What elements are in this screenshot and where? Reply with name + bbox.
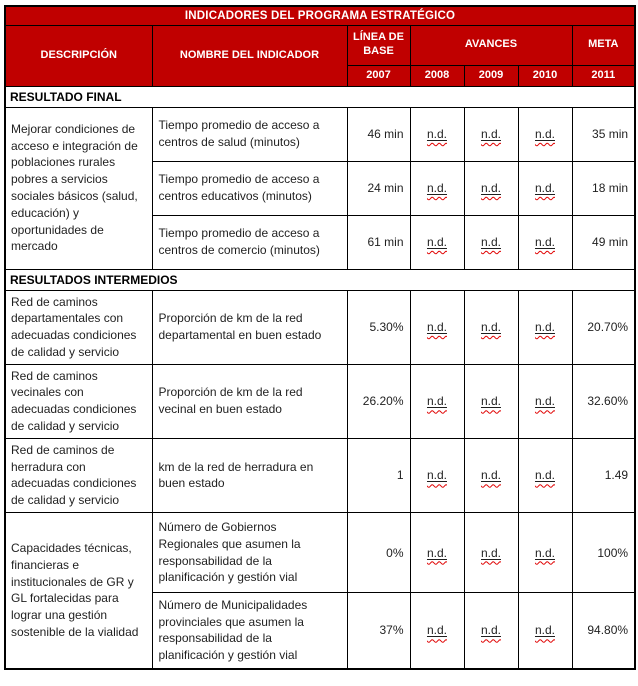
header-nombre-indicador: NOMBRE DEL INDICADOR — [152, 25, 347, 86]
nd-text: n.d. — [534, 623, 555, 638]
base-value-cell: 26.20% — [347, 364, 410, 438]
meta-value-cell: 49 min — [572, 215, 635, 269]
header-year-2011: 2011 — [572, 65, 635, 86]
section-header-resultado-final: RESULTADO FINAL — [5, 86, 635, 107]
avance-2008-cell — [410, 438, 464, 512]
header-avances: AVANCES — [410, 25, 572, 65]
nd-text: n.d. — [534, 235, 555, 249]
avance-2008-cell — [410, 290, 464, 364]
nd-text: n.d. — [480, 545, 501, 560]
avance-2009-cell — [464, 290, 518, 364]
indicator-cell: Tiempo promedio de acceso a centros de salud (minutos) — [152, 107, 347, 161]
nd-value — [427, 181, 447, 195]
description-cell: Capacidades técnicas, financieras e institucionales de GR y GL fortalecidas para lograr una gestión sostenible de la vialidad — [5, 513, 152, 669]
nd-value — [427, 468, 447, 482]
avance-2010-cell — [518, 438, 572, 512]
description-cell: Mejorar condiciones de acceso e integración de poblaciones rurales pobres a servicios sociales básicos (salud, educación) y oportunidades de mercado — [5, 107, 152, 269]
nd-value — [427, 127, 447, 141]
avance-2010-cell — [518, 364, 572, 438]
title-row — [5, 6, 635, 25]
nd-text: n.d. — [534, 545, 555, 560]
table-row — [5, 513, 635, 593]
header-descripcion: DESCRIPCIÓN — [5, 25, 152, 86]
header-row-1 — [5, 25, 635, 65]
avance-2008-cell — [410, 215, 464, 269]
avance-2010-cell — [518, 290, 572, 364]
indicator-cell: Tiempo promedio de acceso a centros educativos (minutos) — [152, 161, 347, 215]
meta-value-cell: 20.70% — [572, 290, 635, 364]
indicator-cell: Número de Gobiernos Regionales que asumen la responsabilidad de la planificación y gestión vial — [152, 513, 347, 593]
header-linea-de-base: LÍNEA DE BASE — [347, 25, 410, 65]
base-value-cell: 0% — [347, 513, 410, 593]
indicator-cell: Tiempo promedio de acceso a centros de comercio (minutos) — [152, 215, 347, 269]
indicators-table — [4, 5, 636, 670]
base-value-cell: 61 min — [347, 215, 410, 269]
nd-value — [481, 320, 501, 334]
nd-text: n.d. — [426, 235, 447, 249]
nd-text: n.d. — [426, 468, 447, 483]
nd-value — [427, 394, 447, 408]
avance-2008-cell — [410, 161, 464, 215]
nd-value — [481, 127, 501, 141]
nd-value — [481, 623, 501, 637]
table-row — [5, 364, 635, 438]
nd-text: n.d. — [480, 320, 501, 335]
avance-2009-cell — [464, 215, 518, 269]
indicator-cell: Proporción de km de la red departamental en buen estado — [152, 290, 347, 364]
header-meta: META — [572, 25, 635, 65]
nd-value — [535, 394, 555, 408]
nd-value — [481, 394, 501, 408]
nd-text: n.d. — [534, 468, 555, 483]
avance-2009-cell — [464, 438, 518, 512]
meta-value-cell: 100% — [572, 513, 635, 593]
nd-value — [535, 546, 555, 560]
indicator-cell: km de la red de herradura en buen estado — [152, 438, 347, 512]
nd-value — [481, 468, 501, 482]
avance-2008-cell — [410, 107, 464, 161]
meta-value-cell: 35 min — [572, 107, 635, 161]
nd-value — [535, 127, 555, 141]
nd-text: n.d. — [480, 623, 501, 638]
nd-text: n.d. — [534, 181, 555, 195]
nd-text: n.d. — [534, 394, 555, 409]
indicator-cell: Proporción de km de la red vecinal en buen estado — [152, 364, 347, 438]
base-value-cell: 46 min — [347, 107, 410, 161]
avance-2009-cell — [464, 107, 518, 161]
nd-text: n.d. — [426, 127, 447, 141]
base-value-cell: 24 min — [347, 161, 410, 215]
nd-text: n.d. — [480, 394, 501, 409]
avance-2008-cell — [410, 364, 464, 438]
nd-value — [481, 546, 501, 560]
nd-text: n.d. — [426, 181, 447, 195]
avance-2008-cell — [410, 593, 464, 669]
nd-value — [535, 181, 555, 195]
nd-text: n.d. — [534, 320, 555, 335]
nd-value — [535, 623, 555, 637]
nd-text: n.d. — [480, 181, 501, 195]
avance-2009-cell — [464, 161, 518, 215]
nd-text: n.d. — [480, 468, 501, 483]
nd-value — [481, 235, 501, 249]
header-year-2008: 2008 — [410, 65, 464, 86]
nd-text: n.d. — [426, 545, 447, 560]
avance-2010-cell — [518, 107, 572, 161]
meta-value-cell: 32.60% — [572, 364, 635, 438]
avance-2010-cell — [518, 161, 572, 215]
description-cell: Red de caminos de herradura con adecuadas condiciones de calidad y servicio — [5, 438, 152, 512]
meta-value-cell: 1.49 — [572, 438, 635, 512]
nd-value — [427, 235, 447, 249]
table-row — [5, 107, 635, 161]
base-value-cell: 1 — [347, 438, 410, 512]
nd-text: n.d. — [534, 127, 555, 141]
nd-value — [535, 235, 555, 249]
avance-2009-cell — [464, 593, 518, 669]
nd-text: n.d. — [480, 235, 501, 249]
indicator-cell: Número de Municipalidades provinciales que asumen la responsabilidad de la planificación y gestión vial — [152, 593, 347, 669]
base-value-cell: 37% — [347, 593, 410, 669]
nd-value — [535, 320, 555, 334]
nd-value — [535, 468, 555, 482]
nd-text: n.d. — [426, 320, 447, 335]
table-row — [5, 438, 635, 512]
meta-value-cell: 94.80% — [572, 593, 635, 669]
avance-2009-cell — [464, 513, 518, 593]
avance-2010-cell — [518, 593, 572, 669]
nd-value — [481, 181, 501, 195]
section-row — [5, 86, 635, 107]
table-row — [5, 290, 635, 364]
description-cell: Red de caminos departamentales con adecuadas condiciones de calidad y servicio — [5, 290, 152, 364]
nd-value — [427, 623, 447, 637]
description-cell: Red de caminos vecinales con adecuadas condiciones de calidad y servicio — [5, 364, 152, 438]
avance-2008-cell — [410, 513, 464, 593]
base-value-cell: 5.30% — [347, 290, 410, 364]
avance-2010-cell — [518, 513, 572, 593]
avance-2009-cell — [464, 364, 518, 438]
header-year-2007: 2007 — [347, 65, 410, 86]
header-year-2010: 2010 — [518, 65, 572, 86]
nd-text: n.d. — [480, 127, 501, 141]
table-title: INDICADORES DEL PROGRAMA ESTRATÉGICO — [5, 6, 635, 25]
section-row — [5, 269, 635, 290]
nd-value — [427, 546, 447, 560]
meta-value-cell: 18 min — [572, 161, 635, 215]
avance-2010-cell — [518, 215, 572, 269]
section-header-resultados-intermedios: RESULTADOS INTERMEDIOS — [5, 269, 635, 290]
header-year-2009: 2009 — [464, 65, 518, 86]
nd-text: n.d. — [426, 623, 447, 638]
nd-value — [427, 320, 447, 334]
nd-text: n.d. — [426, 394, 447, 409]
